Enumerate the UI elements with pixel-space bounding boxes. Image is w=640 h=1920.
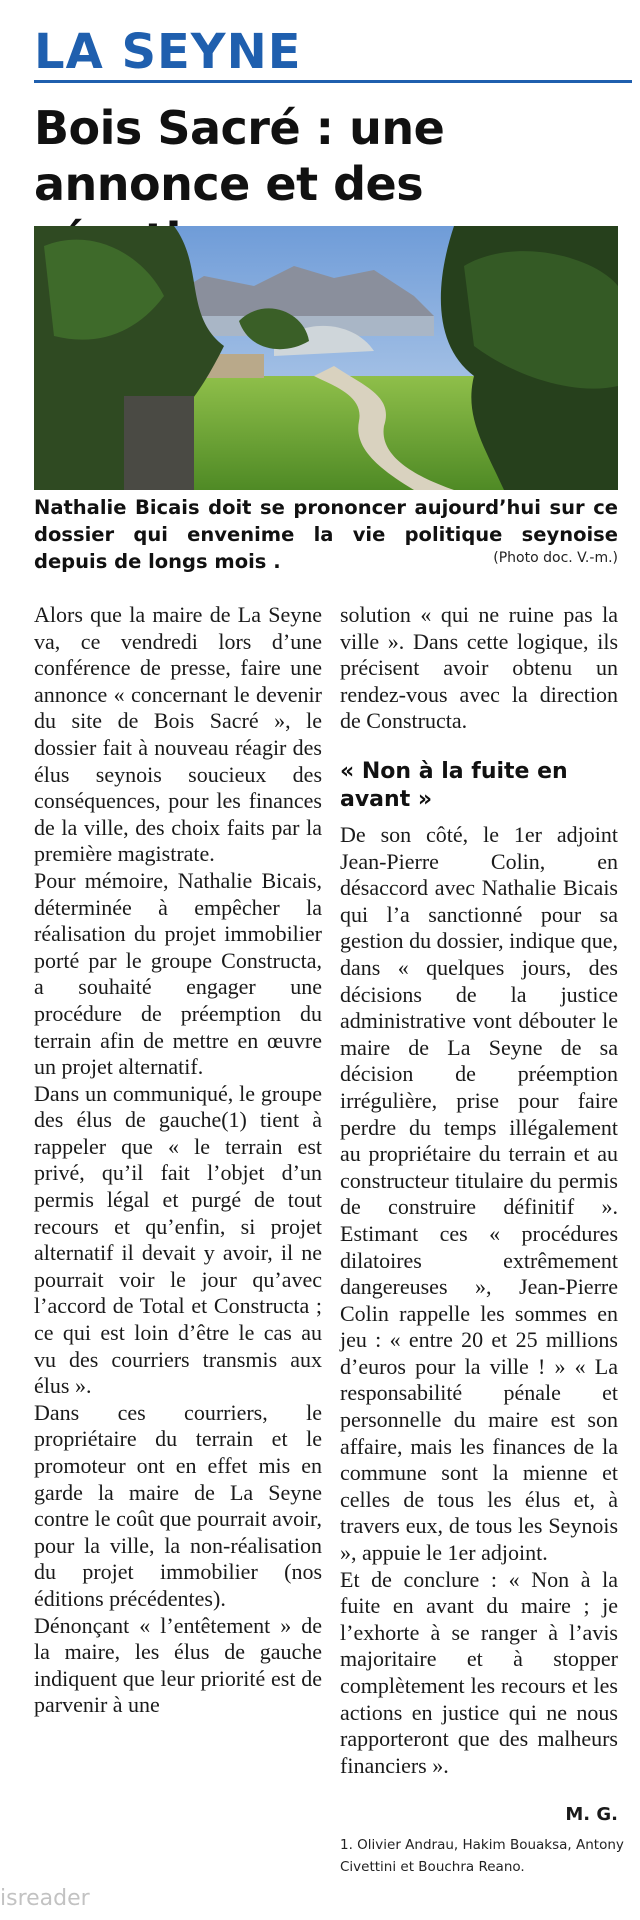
paragraph: Dans un communiqué, le groupe des élus de gauche(1) tient à rappeler que « le terrain est privé, qu’il fait l’objet d’un permis légal et purgé de tout recours et qu’enfin, si projet alternatif il devait y avoir, il ne pourrait voir le jour qu’avec l’accord de Total et Constructa ; ce qui est loin d’être le cas au vu des courriers transmis aux élus ».	[34, 1080, 322, 1399]
landscape-photo	[34, 226, 618, 490]
column-right-top	[340, 602, 618, 735]
column-left	[34, 602, 322, 1719]
paragraph: De son côté, le 1er adjoint Jean-Pierre Colin, en désaccord avec Nathalie Bicais qui l’a sanctionné pour sa gestion du dossier, indique que, dans « quelques jours, des décisions de la justice administrative vont débouter le maire de La Seyne de sa décision de préemption irrégulière, prise pour faire perdre du temps illégalement au propriétaire du terrain et au constructeur titulaire du permis de construire définitif ». Estimant ces « procédures dilatoires extrêmement dangereuses », Jean-Pierre Colin rappelle les sommes en jeu : « entre 20 et 25 millions d’euros pour la ville ! » « La responsabilité pénale et personnelle du maire est son affaire, mais les finances de la commune sont la mienne et celles de tous les élus et, à travers eux, de tous les Seynois », appuie le 1er adjoint.	[340, 822, 618, 1566]
paragraph: Alors que la maire de La Seyne va, ce vendredi lors d’une conférence de presse, faire une annonce « concernant le devenir du site de Bois Sacré », le dossier fait à nouveau réagir des élus seynois soucieux des conséquences, pour les finances de la ville, des choix faits par la première magistrate.	[34, 602, 322, 867]
author-signature: M. G.	[565, 1804, 618, 1825]
photo-credit: (Photo doc. V.-m.)	[493, 550, 618, 566]
photo-caption: Nathalie Bicais doit se prononcer aujourd’hui sur ce dossier qui envenime la vie politique seynoise depuis de longs mois .	[34, 496, 618, 573]
column-right	[340, 822, 618, 1779]
kicker-rule	[34, 80, 632, 83]
section-kicker: LA SEYNE	[34, 24, 302, 80]
watermark: isreader	[0, 1886, 90, 1911]
paragraph: Et de conclure : « Non à la fuite en avant du maire ; je l’exhorte à se ranger à l’avis majoritaire et à stopper complètement les recours et les actions en justice qui ne nous rapporteront que des malheurs financiers ».	[340, 1566, 618, 1778]
subheading: « Non à la fuite en avant »	[340, 759, 568, 812]
article-photo	[34, 226, 618, 490]
headline: Bois Sacré : une annonce et des	[34, 101, 445, 211]
paragraph: Dans ces courriers, le propriétaire du terrain et le promoteur ont en effet mis en garde la maire de La Seyne contre le coût que pourrait avoir, pour la ville, la non-réalisation du projet immobilier (nos éditions précédentes).	[34, 1399, 322, 1611]
paragraph: Pour mémoire, Nathalie Bicais, déterminée à empêcher la réalisation du projet immobilier porté par le groupe Constructa, a souhaité engager une procédure de préemption du terrain afin de mettre en œuvre un projet alternatif.	[34, 867, 322, 1080]
paragraph: Dénonçant « l’entêtement » de la maire, les élus de gauche indiquent que leur priorité est de parvenir à une	[34, 1612, 322, 1718]
footnote: 1. Olivier Andrau, Hakim Bouaksa, Antony Civettini et Bouchra Reano.	[340, 1837, 624, 1875]
paragraph: solution « qui ne ruine pas la ville ». Dans cette logique, ils précisent avoir obtenu un rendez-vous avec la direction de Constructa.	[340, 602, 618, 734]
